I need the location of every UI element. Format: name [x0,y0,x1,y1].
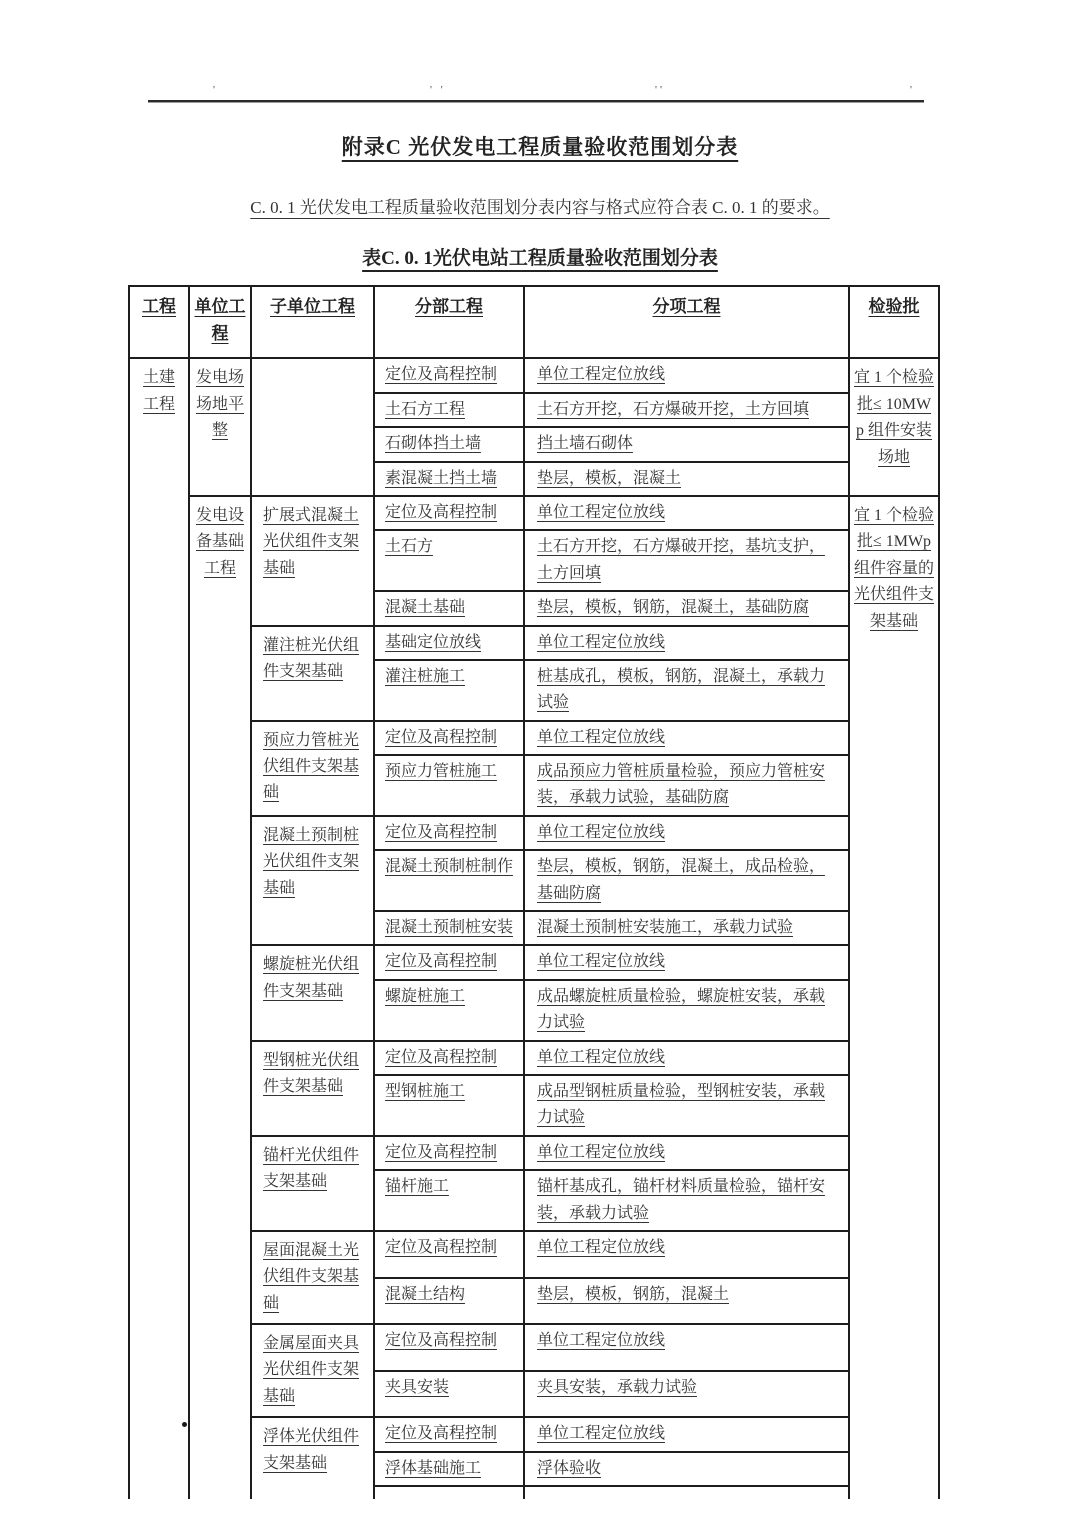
subunit-work-cell: 浮体光伏组件支架基础 [251,1417,374,1499]
division-work-cell: 定位及高程控制 [374,1417,524,1451]
division-work-cell [374,1486,524,1499]
project-cell: 土建工程 [129,358,189,1499]
division-work-cell: 基础定位放线 [374,626,524,660]
table-container [128,285,940,1499]
item-work-cell: 单位工程定位放线 [524,721,849,755]
table-row [129,945,939,979]
acceptance-table [128,285,940,1499]
item-work-cell: 单位工程定位放线 [524,496,849,530]
scan-artifact-mark: '' [655,84,665,96]
division-work-cell: 预应力管桩施工 [374,755,524,816]
table-row [129,1041,939,1075]
division-work-cell: 定位及高程控制 [374,1324,524,1371]
table-row [129,1324,939,1371]
subunit-work-cell: 混凝土预制桩光伏组件支架基础 [251,816,374,946]
item-work-cell [524,1486,849,1499]
item-work-cell: 单位工程定位放线 [524,1417,849,1451]
item-work-cell: 夹具安装，承载力试验 [524,1371,849,1418]
item-work-cell: 单位工程定位放线 [524,626,849,660]
division-work-cell: 定位及高程控制 [374,1136,524,1170]
item-work-cell: 浮体验收 [524,1452,849,1486]
table-row [129,496,939,530]
division-work-cell: 浮体基础施工 [374,1452,524,1486]
table-row [129,1136,939,1170]
table-row [129,358,939,392]
division-work-cell: 灌注桩施工 [374,660,524,721]
item-work-cell: 垫层，模板，钢筋，混凝土，成品检验，基础防腐 [524,850,849,911]
column-header: 工程 [129,286,189,358]
table-row [129,626,939,660]
division-work-cell: 混凝土预制桩安装 [374,911,524,945]
item-work-cell: 单位工程定位放线 [524,1231,849,1278]
unit-work-cell: 发电设备基础工程 [189,496,251,1499]
item-work-cell: 垫层，模板，钢筋，混凝土 [524,1278,849,1325]
inspection-lot-cell: 宜 1 个检验批≤ 10MWp 组件安装场地 [849,358,939,496]
item-work-cell: 垫层，模板，混凝土 [524,462,849,496]
division-work-cell: 土石方工程 [374,393,524,427]
page-title: 附录C 光伏发电工程质量验收范围划分表 [341,135,739,159]
subunit-work-cell: 扩展式混凝土光伏组件支架基础 [251,496,374,626]
column-header: 单位工程 [189,286,251,358]
table-row [129,1231,939,1278]
division-work-cell: 定位及高程控制 [374,496,524,530]
item-work-cell: 土石方开挖，石方爆破开挖，土方回填 [524,393,849,427]
item-work-cell: 单位工程定位放线 [524,945,849,979]
subunit-work-cell: 预应力管桩光伏组件支架基础 [251,721,374,816]
table-body [129,358,939,1499]
subunit-work-cell: 锚杆光伏组件支架基础 [251,1136,374,1231]
subunit-work-cell: 灌注桩光伏组件支架基础 [251,626,374,721]
item-work-cell: 单位工程定位放线 [524,1324,849,1371]
item-work-cell: 单位工程定位放线 [524,1041,849,1075]
item-work-cell: 锚杆基成孔，锚杆材料质量检验，锚杆安装，承载力试验 [524,1170,849,1231]
item-work-cell: 挡土墙石砌体 [524,427,849,461]
column-header: 分部工程 [374,286,524,358]
subunit-work-cell: 金属屋面夹具光伏组件支架基础 [251,1324,374,1417]
division-work-cell: 石砌体挡土墙 [374,427,524,461]
subunit-work-cell [251,358,374,496]
scan-artifact-mark: ' ' [430,84,446,96]
subunit-work-cell: 螺旋桩光伏组件支架基础 [251,945,374,1040]
item-work-cell: 成品预应力管桩质量检验，预应力管桩安装，承载力试验，基础防腐 [524,755,849,816]
subunit-work-cell: 型钢桩光伏组件支架基础 [251,1041,374,1136]
column-header: 分项工程 [524,286,849,358]
item-work-cell: 成品螺旋桩质量检验，螺旋桩安装，承载力试验 [524,980,849,1041]
scan-artifact-mark: ' [910,84,915,96]
item-work-cell: 单位工程定位放线 [524,816,849,850]
division-work-cell: 定位及高程控制 [374,1041,524,1075]
division-work-cell: 锚杆施工 [374,1170,524,1231]
table-row [129,816,939,850]
inspection-lot-cell: 宜 1 个检验批≤ 1MWp 组件容量的光伏组件支架基础 [849,496,939,1499]
header-rule [148,100,924,103]
division-work-cell: 定位及高程控制 [374,945,524,979]
unit-work-cell: 发电场场地平整 [189,358,251,496]
division-work-cell: 混凝土预制桩制作 [374,850,524,911]
division-work-cell: 素混凝土挡土墙 [374,462,524,496]
scan-artifact-dot [182,1422,187,1427]
item-work-cell: 桩基成孔，模板，钢筋，混凝土，承载力试验 [524,660,849,721]
item-work-cell: 混凝土预制桩安装施工，承载力试验 [524,911,849,945]
division-work-cell: 混凝土结构 [374,1278,524,1325]
scan-artifact-mark: ' [213,84,218,96]
item-work-cell: 土石方开挖，石方爆破开挖，基坑支护，土方回填 [524,530,849,591]
division-work-cell: 螺旋桩施工 [374,980,524,1041]
division-work-cell: 定位及高程控制 [374,1231,524,1278]
division-work-cell: 土石方 [374,530,524,591]
division-work-cell: 型钢桩施工 [374,1075,524,1136]
column-header: 检验批 [849,286,939,358]
table-caption: 表C. 0. 1光伏电站工程质量验收范围划分表 [362,248,718,269]
table-header [129,286,939,358]
column-header: 子单位工程 [251,286,374,358]
intro-clause: C. 0. 1 光伏发电工程质量验收范围划分表内容与格式应符合表 C. 0. 1 的要求。 [250,198,830,217]
item-work-cell: 成品型钢桩质量检验，型钢桩安装，承载力试验 [524,1075,849,1136]
division-work-cell: 定位及高程控制 [374,721,524,755]
division-work-cell: 定位及高程控制 [374,816,524,850]
division-work-cell: 混凝土基础 [374,591,524,625]
item-work-cell: 单位工程定位放线 [524,358,849,392]
item-work-cell: 单位工程定位放线 [524,1136,849,1170]
subunit-work-cell: 屋面混凝土光伏组件支架基础 [251,1231,374,1324]
table-row [129,1417,939,1451]
table-row [129,721,939,755]
division-work-cell: 夹具安装 [374,1371,524,1418]
division-work-cell: 定位及高程控制 [374,358,524,392]
item-work-cell: 垫层，模板，钢筋，混凝土，基础防腐 [524,591,849,625]
